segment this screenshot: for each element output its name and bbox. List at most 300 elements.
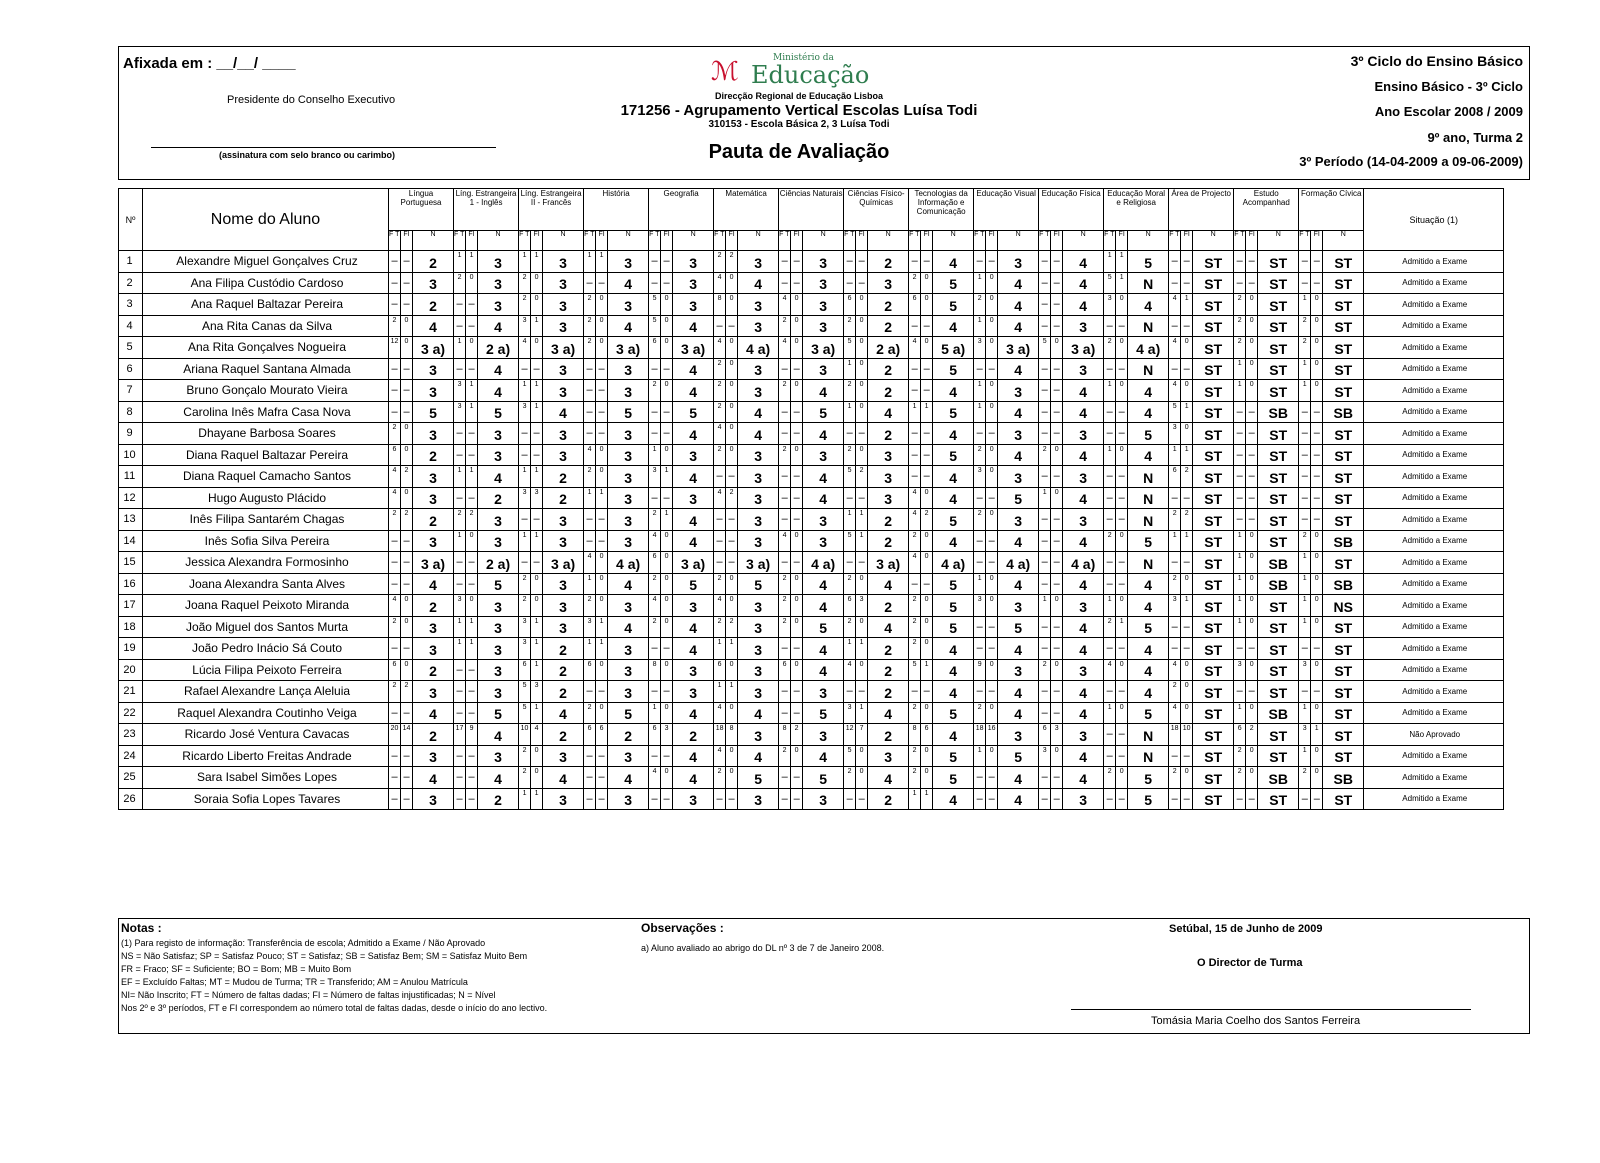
faltas-total-cell: 5	[649, 315, 661, 337]
nivel-cell: 4 a)	[1063, 552, 1104, 574]
faltas-total-cell: –	[1169, 616, 1181, 638]
faltas-total-cell: 2	[649, 573, 661, 595]
faltas-total-cell: 1	[1234, 530, 1246, 552]
nivel-cell: ST	[1258, 380, 1299, 402]
situacao-cell: Admitido a Exame	[1364, 745, 1504, 767]
faltas-total-cell: 2	[1234, 337, 1246, 359]
faltas-injustificadas-cell: 0	[726, 380, 738, 402]
faltas-total-cell: 8	[714, 294, 726, 316]
nivel-cell: 4	[868, 616, 909, 638]
faltas-injustificadas-cell: 2	[921, 509, 933, 531]
faltas-injustificadas-cell: 1	[661, 509, 673, 531]
nivel-cell: 2	[413, 444, 454, 466]
nivel-cell: ST	[1258, 788, 1299, 810]
faltas-injustificadas-cell: 0	[531, 272, 543, 294]
nivel-cell: 4	[1063, 272, 1104, 294]
nivel-cell: 4	[1128, 681, 1169, 703]
faltas-total-cell: –	[1039, 616, 1051, 638]
faltas-total-cell: –	[584, 509, 596, 531]
nivel-cell: 3 a)	[803, 337, 844, 359]
faltas-total-cell: 2	[779, 595, 791, 617]
faltas-injustificadas-cell: 0	[856, 573, 868, 595]
faltas-injustificadas-cell: 1	[856, 702, 868, 724]
faltas-total-cell: –	[779, 638, 791, 660]
faltas-injustificadas-cell: –	[986, 358, 998, 380]
faltas-injustificadas-cell: 1	[466, 638, 478, 660]
situacao-cell: Admitido a Exame	[1364, 638, 1504, 660]
faltas-injustificadas-cell: –	[1311, 509, 1323, 531]
director-name: Tomásia Maria Coelho dos Santos Ferreira	[1151, 1015, 1361, 1027]
faltas-injustificadas-cell: –	[726, 530, 738, 552]
faltas-injustificadas-cell: 0	[856, 767, 868, 789]
faltas-injustificadas-cell: 0	[921, 745, 933, 767]
nivel-cell: 4	[803, 380, 844, 402]
faltas-total-cell: –	[1234, 487, 1246, 509]
faltas-injustificadas-cell: 0	[1116, 444, 1128, 466]
subheader-fi: FI	[531, 231, 543, 251]
nivel-cell: 3	[543, 423, 584, 445]
faltas-injustificadas-cell: 0	[466, 337, 478, 359]
student-name: Dhayane Barbosa Soares	[143, 423, 389, 445]
nivel-cell: N	[1128, 487, 1169, 509]
nivel-cell: 5	[998, 616, 1039, 638]
row-number: 10	[119, 444, 143, 466]
nivel-cell: 3	[608, 294, 649, 316]
nivel-cell: ST	[1258, 745, 1299, 767]
nivel-cell: 3	[868, 444, 909, 466]
faltas-injustificadas-cell: 0	[986, 509, 998, 531]
faltas-total-cell: –	[714, 788, 726, 810]
row-number: 6	[119, 358, 143, 380]
nivel-cell: 5	[933, 616, 974, 638]
nivel-cell: 4	[1063, 401, 1104, 423]
nivel-cell: 4	[1063, 638, 1104, 660]
faltas-injustificadas-cell: 0	[596, 702, 608, 724]
faltas-total-cell: 2	[649, 509, 661, 531]
nivel-cell: 2	[413, 294, 454, 316]
nivel-cell: 3	[478, 681, 519, 703]
situacao-cell: Admitido a Exame	[1364, 294, 1504, 316]
faltas-total-cell: –	[1169, 358, 1181, 380]
faltas-injustificadas-cell: 0	[661, 530, 673, 552]
faltas-total-cell: –	[1234, 638, 1246, 660]
faltas-injustificadas-cell: –	[661, 638, 673, 660]
faltas-injustificadas-cell: 0	[596, 466, 608, 488]
faltas-injustificadas-cell: 0	[726, 745, 738, 767]
nivel-cell: N	[1128, 466, 1169, 488]
faltas-injustificadas-cell: 0	[661, 315, 673, 337]
nivel-cell: 4	[608, 573, 649, 595]
faltas-total-cell: 2	[1299, 315, 1311, 337]
nivel-cell: 3 a)	[608, 337, 649, 359]
row-number: 5	[119, 337, 143, 359]
faltas-total-cell: 4	[584, 552, 596, 574]
nivel-cell: 3	[738, 724, 779, 746]
faltas-total-cell: 4	[1169, 659, 1181, 681]
ciclo-label: 3º Ciclo do Ensino Básico	[1350, 53, 1523, 69]
table-row	[119, 315, 1504, 337]
signature-caption: (assinatura com selo branco ou carimbo)	[219, 150, 396, 160]
row-number: 3	[119, 294, 143, 316]
nivel-cell: 2	[543, 659, 584, 681]
faltas-total-cell: 2	[844, 767, 856, 789]
nivel-cell: 5	[998, 745, 1039, 767]
faltas-injustificadas-cell: 0	[856, 294, 868, 316]
nivel-cell: N	[1128, 315, 1169, 337]
faltas-injustificadas-cell: –	[531, 423, 543, 445]
nivel-cell: 4	[998, 681, 1039, 703]
nivel-cell: 2	[868, 788, 909, 810]
faltas-total-cell: 1	[844, 638, 856, 660]
faltas-injustificadas-cell: –	[921, 315, 933, 337]
faltas-total-cell: 2	[1299, 337, 1311, 359]
faltas-injustificadas-cell: –	[856, 681, 868, 703]
faltas-total-cell: –	[584, 358, 596, 380]
student-name: Ricardo Liberto Freitas Andrade	[143, 745, 389, 767]
nivel-cell: 3 a)	[543, 552, 584, 574]
faltas-total-cell: 4	[1169, 337, 1181, 359]
faltas-total-cell: 4	[844, 659, 856, 681]
faltas-total-cell: 1	[844, 358, 856, 380]
escola-subtitle: 310153 - Escola Básica 2, 3 Luísa Todi	[708, 119, 890, 130]
nivel-cell: 4	[868, 573, 909, 595]
faltas-total-cell: 5	[1039, 337, 1051, 359]
nivel-cell: 4	[1128, 595, 1169, 617]
faltas-total-cell: –	[389, 573, 401, 595]
faltas-total-cell: –	[1104, 573, 1116, 595]
faltas-injustificadas-cell: 0	[596, 595, 608, 617]
faltas-total-cell: –	[584, 380, 596, 402]
faltas-injustificadas-cell: 0	[401, 337, 413, 359]
signature-line	[151, 147, 496, 148]
faltas-injustificadas-cell: –	[921, 358, 933, 380]
notas-line: (1) Para registo de informação: Transferência de escola; Admitido a Exame / Não Aprovado	[121, 938, 486, 948]
faltas-injustificadas-cell: 1	[1181, 294, 1193, 316]
faltas-total-cell: 6	[584, 659, 596, 681]
nivel-cell: 3	[608, 251, 649, 273]
table-row	[119, 595, 1504, 617]
table-row	[119, 681, 1504, 703]
faltas-injustificadas-cell: 0	[1246, 380, 1258, 402]
faltas-total-cell: 2	[519, 595, 531, 617]
table-row	[119, 358, 1504, 380]
nivel-cell: SB	[1323, 401, 1364, 423]
faltas-total-cell: 2	[844, 444, 856, 466]
row-number: 12	[119, 487, 143, 509]
nivel-cell: 3	[543, 788, 584, 810]
faltas-injustificadas-cell: 1	[466, 380, 478, 402]
faltas-total-cell: 3	[454, 595, 466, 617]
faltas-total-cell: –	[1104, 681, 1116, 703]
faltas-total-cell: 2	[389, 315, 401, 337]
faltas-total-cell: –	[1169, 251, 1181, 273]
nivel-cell: ST	[1323, 702, 1364, 724]
faltas-injustificadas-cell: 0	[791, 530, 803, 552]
faltas-total-cell: –	[779, 251, 791, 273]
nivel-cell: 5	[1128, 788, 1169, 810]
nivel-cell: 4	[933, 251, 974, 273]
faltas-injustificadas-cell: 0	[1246, 767, 1258, 789]
faltas-injustificadas-cell: 1	[531, 466, 543, 488]
nivel-cell: 2	[868, 294, 909, 316]
faltas-injustificadas-cell: 3	[856, 595, 868, 617]
nivel-cell: 5	[738, 767, 779, 789]
faltas-injustificadas-cell: –	[921, 444, 933, 466]
logo-educacao-text: Educação	[751, 61, 870, 89]
situacao-cell: Admitido a Exame	[1364, 380, 1504, 402]
faltas-injustificadas-cell: 1	[921, 659, 933, 681]
nivel-cell: 3	[738, 487, 779, 509]
faltas-total-cell: 4	[714, 702, 726, 724]
faltas-injustificadas-cell: –	[1051, 573, 1063, 595]
faltas-total-cell: 8	[909, 724, 921, 746]
nivel-cell: 3	[1063, 358, 1104, 380]
nivel-cell: 4	[673, 638, 714, 660]
nivel-cell: ST	[1193, 573, 1234, 595]
nivel-cell: 3	[608, 423, 649, 445]
faltas-injustificadas-cell: –	[596, 767, 608, 789]
faltas-total-cell: 6	[779, 659, 791, 681]
nivel-cell: 4 a)	[933, 552, 974, 574]
faltas-injustificadas-cell: 1	[1116, 251, 1128, 273]
faltas-injustificadas-cell: 0	[986, 272, 998, 294]
faltas-total-cell: 12	[389, 337, 401, 359]
faltas-injustificadas-cell: 0	[531, 595, 543, 617]
faltas-injustificadas-cell: –	[596, 380, 608, 402]
faltas-injustificadas-cell: 0	[726, 401, 738, 423]
nivel-cell: 3 a)	[998, 337, 1039, 359]
student-name: Diana Raquel Baltazar Pereira	[143, 444, 389, 466]
nivel-cell: ST	[1323, 251, 1364, 273]
faltas-total-cell: 18	[974, 724, 986, 746]
faltas-injustificadas-cell: 2	[1246, 724, 1258, 746]
faltas-total-cell: 1	[974, 272, 986, 294]
faltas-injustificadas-cell: –	[661, 788, 673, 810]
nivel-cell: 4	[998, 573, 1039, 595]
faltas-injustificadas-cell: 0	[791, 573, 803, 595]
faltas-total-cell: –	[584, 767, 596, 789]
faltas-injustificadas-cell: –	[1051, 509, 1063, 531]
nivel-cell: 4	[1063, 530, 1104, 552]
faltas-total-cell: –	[1234, 272, 1246, 294]
nivel-cell: 3	[543, 380, 584, 402]
faltas-total-cell: –	[779, 681, 791, 703]
faltas-injustificadas-cell: –	[856, 552, 868, 574]
faltas-injustificadas-cell: 3	[661, 724, 673, 746]
faltas-total-cell: –	[909, 466, 921, 488]
faltas-injustificadas-cell: –	[531, 444, 543, 466]
faltas-total-cell: 4	[714, 337, 726, 359]
row-number: 11	[119, 466, 143, 488]
nivel-cell: 3 a)	[673, 337, 714, 359]
faltas-total-cell: –	[1299, 487, 1311, 509]
faltas-total-cell: 2	[1104, 530, 1116, 552]
faltas-injustificadas-cell: –	[1051, 358, 1063, 380]
faltas-total-cell: 1	[1299, 380, 1311, 402]
faltas-injustificadas-cell: –	[661, 423, 673, 445]
nivel-cell: 2	[543, 724, 584, 746]
faltas-total-cell: 4	[714, 272, 726, 294]
subheader-fi: FI	[791, 231, 803, 251]
faltas-total-cell: –	[909, 573, 921, 595]
faltas-total-cell: 6	[1039, 724, 1051, 746]
nivel-cell: 3	[738, 380, 779, 402]
faltas-total-cell: 1	[909, 788, 921, 810]
faltas-total-cell: 6	[1169, 466, 1181, 488]
faltas-total-cell: 4	[649, 767, 661, 789]
faltas-total-cell: –	[454, 294, 466, 316]
nivel-cell: 3	[608, 638, 649, 660]
faltas-total-cell: –	[1039, 380, 1051, 402]
nivel-cell: 3	[543, 444, 584, 466]
faltas-injustificadas-cell: –	[921, 466, 933, 488]
faltas-total-cell: –	[1299, 638, 1311, 660]
nivel-cell: ST	[1323, 788, 1364, 810]
nivel-cell: 5	[1128, 423, 1169, 445]
faltas-injustificadas-cell: 0	[1051, 659, 1063, 681]
faltas-total-cell: –	[974, 767, 986, 789]
situacao-cell: Admitido a Exame	[1364, 552, 1504, 574]
nivel-cell: ST	[1193, 337, 1234, 359]
faltas-injustificadas-cell: 0	[661, 380, 673, 402]
nivel-cell: ST	[1258, 294, 1299, 316]
nivel-cell: 3	[608, 788, 649, 810]
nivel-cell: 3	[478, 509, 519, 531]
faltas-total-cell: –	[779, 358, 791, 380]
faltas-injustificadas-cell: 0	[1181, 681, 1193, 703]
student-name: Soraia Sofia Lopes Tavares	[143, 788, 389, 810]
date-location: Setúbal, 15 de Junho de 2009	[1169, 923, 1323, 935]
faltas-injustificadas-cell: 9	[466, 724, 478, 746]
faltas-total-cell: –	[1039, 552, 1051, 574]
faltas-total-cell: 1	[714, 638, 726, 660]
faltas-total-cell: 2	[909, 595, 921, 617]
faltas-total-cell: –	[454, 573, 466, 595]
row-number: 15	[119, 552, 143, 574]
faltas-total-cell: –	[844, 487, 856, 509]
nivel-cell: 4	[868, 401, 909, 423]
nivel-cell: 3	[998, 380, 1039, 402]
faltas-injustificadas-cell: 0	[726, 272, 738, 294]
faltas-total-cell: 6	[389, 659, 401, 681]
faltas-injustificadas-cell: 2	[1181, 509, 1193, 531]
nivel-cell: 4	[998, 315, 1039, 337]
nivel-cell: ST	[1258, 659, 1299, 681]
faltas-total-cell: –	[1039, 681, 1051, 703]
situacao-cell: Admitido a Exame	[1364, 573, 1504, 595]
faltas-total-cell: 2	[584, 595, 596, 617]
nivel-cell: 4	[1128, 294, 1169, 316]
nivel-cell: 5	[803, 616, 844, 638]
situacao-cell: Admitido a Exame	[1364, 681, 1504, 703]
faltas-total-cell: 1	[584, 573, 596, 595]
faltas-injustificadas-cell: –	[1051, 401, 1063, 423]
subheader-ft: F T	[584, 231, 596, 251]
nivel-cell: 4	[543, 401, 584, 423]
faltas-injustificadas-cell: 0	[1116, 595, 1128, 617]
faltas-injustificadas-cell: –	[1246, 401, 1258, 423]
nivel-cell: 4	[478, 380, 519, 402]
nivel-cell: 4	[998, 788, 1039, 810]
faltas-injustificadas-cell: 0	[596, 573, 608, 595]
situacao-cell: Admitido a Exame	[1364, 423, 1504, 445]
subject-header: Líng. Estrangeira 1 - Inglês	[454, 189, 519, 231]
faltas-total-cell: 2	[1234, 767, 1246, 789]
nivel-cell: ST	[1323, 659, 1364, 681]
faltas-total-cell: 1	[454, 251, 466, 273]
faltas-injustificadas-cell: –	[856, 788, 868, 810]
faltas-injustificadas-cell: 0	[661, 767, 673, 789]
faltas-injustificadas-cell: –	[596, 272, 608, 294]
faltas-injustificadas-cell: 0	[1246, 745, 1258, 767]
faltas-total-cell: –	[389, 638, 401, 660]
nivel-cell: 3	[608, 380, 649, 402]
faltas-injustificadas-cell: 0	[726, 444, 738, 466]
faltas-total-cell: –	[649, 358, 661, 380]
faltas-injustificadas-cell: 0	[661, 444, 673, 466]
faltas-injustificadas-cell: 0	[1246, 530, 1258, 552]
row-number: 1	[119, 251, 143, 273]
faltas-injustificadas-cell: –	[661, 681, 673, 703]
faltas-injustificadas-cell: 0	[661, 337, 673, 359]
student-name: Bruno Gonçalo Mourato Vieira	[143, 380, 389, 402]
faltas-injustificadas-cell: 0	[1311, 616, 1323, 638]
nivel-cell: ST	[1323, 294, 1364, 316]
nivel-cell: NS	[1323, 595, 1364, 617]
nivel-cell: 3	[1063, 509, 1104, 531]
faltas-injustificadas-cell: 1	[466, 466, 478, 488]
nivel-cell: 5	[738, 573, 779, 595]
faltas-injustificadas-cell: 0	[661, 702, 673, 724]
subheader-n: N	[1193, 231, 1234, 251]
nivel-cell: ST	[1258, 423, 1299, 445]
faltas-injustificadas-cell: –	[661, 272, 673, 294]
faltas-injustificadas-cell: 3	[1051, 724, 1063, 746]
faltas-injustificadas-cell: 0	[791, 315, 803, 337]
situacao-cell: Admitido a Exame	[1364, 337, 1504, 359]
faltas-injustificadas-cell: 0	[661, 659, 673, 681]
nivel-cell: 5	[1128, 702, 1169, 724]
faltas-total-cell: 1	[1299, 358, 1311, 380]
faltas-injustificadas-cell: 1	[596, 251, 608, 273]
nivel-cell: ST	[1258, 272, 1299, 294]
faltas-injustificadas-cell: –	[1181, 552, 1193, 574]
faltas-total-cell: –	[649, 487, 661, 509]
student-name: Joana Raquel Peixoto Miranda	[143, 595, 389, 617]
faltas-total-cell: 3	[454, 380, 466, 402]
faltas-injustificadas-cell: 2	[401, 681, 413, 703]
nivel-cell: ST	[1193, 788, 1234, 810]
faltas-injustificadas-cell: 2	[726, 487, 738, 509]
nivel-cell: SB	[1258, 702, 1299, 724]
faltas-injustificadas-cell: 1	[726, 681, 738, 703]
situacao-cell: Admitido a Exame	[1364, 595, 1504, 617]
nivel-cell: 4	[738, 423, 779, 445]
faltas-total-cell: 5	[1169, 401, 1181, 423]
faltas-total-cell: 5	[844, 530, 856, 552]
faltas-injustificadas-cell: 0	[1311, 745, 1323, 767]
faltas-injustificadas-cell: 1	[531, 702, 543, 724]
faltas-total-cell: –	[714, 530, 726, 552]
nivel-cell: 3	[413, 745, 454, 767]
nivel-cell: 5	[803, 702, 844, 724]
nivel-cell: 5	[998, 487, 1039, 509]
faltas-injustificadas-cell: 0	[921, 638, 933, 660]
faltas-injustificadas-cell: 1	[1311, 724, 1323, 746]
subheader-ft: F T	[454, 231, 466, 251]
faltas-injustificadas-cell: 0	[1246, 616, 1258, 638]
faltas-total-cell: –	[1299, 681, 1311, 703]
